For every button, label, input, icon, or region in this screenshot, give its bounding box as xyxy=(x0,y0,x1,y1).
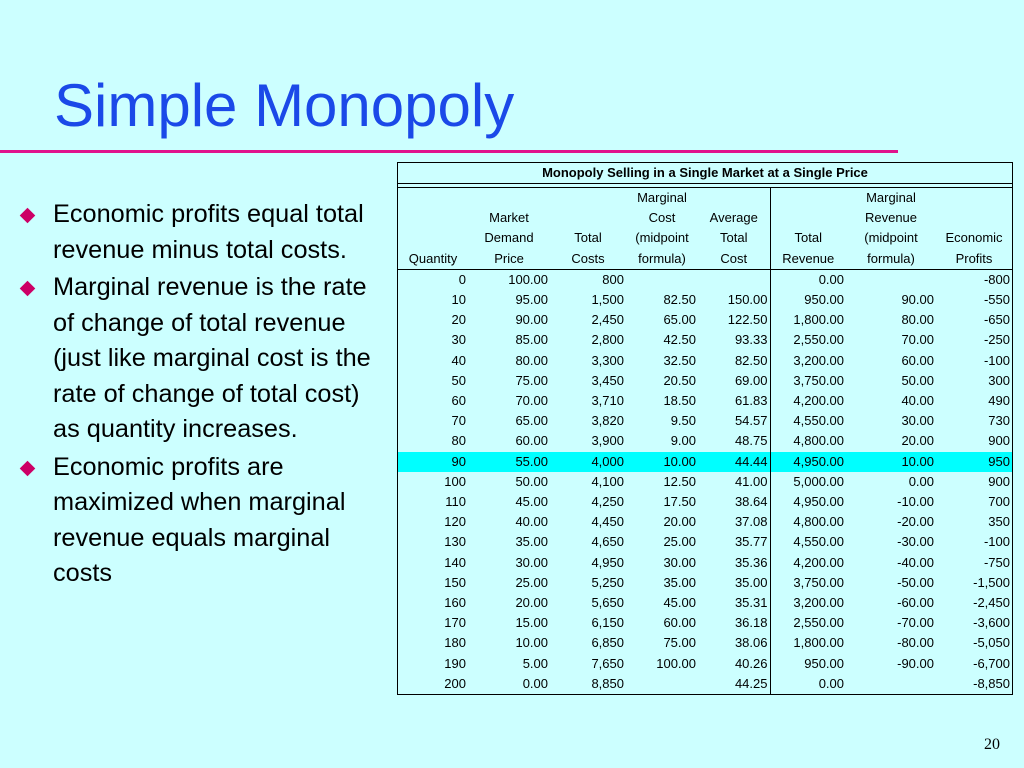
table-cell: 61.83 xyxy=(734,393,768,409)
diamond-bullet-icon xyxy=(20,281,36,297)
table-cell: 60 xyxy=(451,393,466,409)
table-cell: 45.00 xyxy=(663,595,696,611)
table-cell: 80.00 xyxy=(901,312,934,328)
table-cell: -100 xyxy=(983,534,1010,550)
table-cell: 4,250 xyxy=(591,494,624,510)
table-cell: 18.50 xyxy=(663,393,696,409)
table-cell: 100 xyxy=(444,473,466,489)
table-cell: 0.00 xyxy=(770,269,846,290)
column-header-cell: Price xyxy=(468,249,550,270)
column-header-cell xyxy=(770,188,846,208)
table-cell: 30.00 xyxy=(663,554,696,570)
table-cell: 1,800.00 xyxy=(770,633,846,653)
table-row xyxy=(398,512,1012,532)
table-row xyxy=(398,674,1012,694)
table-cell xyxy=(846,674,936,694)
table-cell: 50.00 xyxy=(515,473,548,489)
table-cell: 110 xyxy=(445,494,466,510)
table-cell: 950.00 xyxy=(770,290,846,310)
column-header-cell: Quantity xyxy=(398,249,468,270)
table-body xyxy=(398,269,1012,694)
table-row xyxy=(398,613,1012,633)
table-cell: 3,200.00 xyxy=(770,351,846,371)
table-cell: 70.00 xyxy=(901,332,934,348)
table-cell: 140 xyxy=(444,554,466,570)
table-cell: 1,800.00 xyxy=(770,310,846,330)
table-cell: 65.00 xyxy=(663,312,696,328)
table-cell: -550 xyxy=(983,292,1010,308)
table-cell: 3,820 xyxy=(591,413,624,429)
table-cell: 35.36 xyxy=(734,554,768,570)
table-cell: -3,600 xyxy=(973,615,1010,631)
table-row xyxy=(398,654,1012,674)
bullet-item xyxy=(18,270,393,448)
table-cell: 100.00 xyxy=(656,655,696,671)
table-cell: 44.44 xyxy=(698,452,770,472)
table-cell: 0.00 xyxy=(522,675,548,691)
column-header-cell: Costs xyxy=(550,249,626,270)
column-header-cell xyxy=(468,188,550,208)
table-cell: -80.00 xyxy=(897,635,934,651)
table-cell: 60.00 xyxy=(901,352,934,368)
table-cell: -40.00 xyxy=(897,554,934,570)
table-cell: 93.33 xyxy=(734,332,768,348)
table-cell: 41.00 xyxy=(734,473,768,489)
table-cell: 490 xyxy=(988,393,1010,409)
table-cell: 38.64 xyxy=(734,494,768,510)
table-cell: 2,550.00 xyxy=(770,330,846,350)
table-cell: 4,200.00 xyxy=(770,553,846,573)
table-cell: 95.00 xyxy=(515,292,548,308)
table-cell: -70.00 xyxy=(897,615,934,631)
column-header-cell xyxy=(698,188,770,208)
table-row xyxy=(398,431,1012,451)
column-header-cell: Total xyxy=(770,228,846,248)
column-header-cell: Revenue xyxy=(864,210,918,226)
table-cell: 7,650 xyxy=(591,655,624,671)
table-row xyxy=(398,452,1012,472)
column-header-cell: Revenue xyxy=(770,249,846,270)
table-cell: -2,450 xyxy=(973,595,1010,611)
table-cell: 30.00 xyxy=(515,554,548,570)
table-cell: 122.50 xyxy=(727,312,768,328)
bullet-text: Economic profits are maximized when marginal revenue equals marginal costs xyxy=(53,452,346,587)
table-cell: 10.00 xyxy=(846,452,936,472)
column-header-cell xyxy=(550,188,626,208)
table-cell: 4,800.00 xyxy=(770,431,846,451)
table-cell: 3,200.00 xyxy=(770,593,846,613)
diamond-bullet-icon xyxy=(20,460,36,476)
table-cell: 10.00 xyxy=(515,635,548,651)
column-header-cell xyxy=(936,208,1012,228)
table-cell: 42.50 xyxy=(663,332,696,348)
table-cell: 150.00 xyxy=(727,292,768,308)
table-cell: 9.00 xyxy=(670,433,696,449)
column-header-cell: Average xyxy=(709,210,758,226)
table-cell: 4,550.00 xyxy=(770,411,846,431)
table-cell: -250 xyxy=(983,332,1010,348)
table-cell: 20.00 xyxy=(663,514,696,530)
bullet-list xyxy=(18,197,393,594)
table-cell xyxy=(846,269,936,290)
table-cell: 5,000.00 xyxy=(770,472,846,492)
data-table xyxy=(398,188,1012,694)
bullet-item xyxy=(18,450,393,592)
table-cell: 170 xyxy=(444,615,466,631)
table-row xyxy=(398,633,1012,653)
bullet-text: Marginal revenue is the rate of change of total revenue (just like marginal cost is the rate of change of total cost) as quantity increases. xyxy=(53,273,371,443)
column-header-cell: Total xyxy=(720,230,748,246)
table-cell: 700 xyxy=(988,494,1010,510)
table-cell: 2,800 xyxy=(591,332,624,348)
table-cell: 75.00 xyxy=(663,635,696,651)
table-cell: 90.00 xyxy=(901,292,934,308)
table-cell: 90.00 xyxy=(515,312,548,328)
column-header-cell xyxy=(398,228,468,248)
table-cell: 4,550.00 xyxy=(770,532,846,552)
table-row xyxy=(398,269,1012,290)
table-cell: 50 xyxy=(451,372,466,388)
table-cell: 730 xyxy=(988,413,1010,429)
table-cell: 82.50 xyxy=(734,352,768,368)
table-cell: 0 xyxy=(458,271,466,287)
table-cell xyxy=(698,269,770,290)
table-cell: 70.00 xyxy=(515,393,548,409)
table-cell: 10 xyxy=(451,292,466,308)
table-cell: -50.00 xyxy=(897,574,934,590)
table-cell: 6,850 xyxy=(591,635,624,651)
table-cell: 20.00 xyxy=(515,595,548,611)
table-cell: 30.00 xyxy=(901,413,934,429)
table-row xyxy=(398,553,1012,573)
table-cell: 4,000 xyxy=(550,452,626,472)
table-cell: 160 xyxy=(444,595,466,611)
table-cell: 44.25 xyxy=(734,675,768,691)
table-cell: 60.00 xyxy=(515,433,548,449)
column-header-cell: Economic xyxy=(945,230,1003,246)
table-cell: 8,850 xyxy=(591,675,624,691)
table-cell: -100 xyxy=(983,352,1010,368)
table-cell: -8,850 xyxy=(973,675,1010,691)
column-header-cell: (midpoint xyxy=(864,230,918,246)
column-header-cell xyxy=(770,208,846,228)
table-row xyxy=(398,310,1012,330)
table-cell: 30 xyxy=(451,332,466,348)
title-divider xyxy=(0,150,898,153)
table-row xyxy=(398,573,1012,593)
table-cell: 3,300 xyxy=(591,352,624,368)
table-cell: 2,550.00 xyxy=(770,613,846,633)
table-cell: 190 xyxy=(444,655,466,671)
bullet-item xyxy=(18,197,393,268)
table-cell: 65.00 xyxy=(515,413,548,429)
table-cell: 9.50 xyxy=(670,413,696,429)
table-cell: 69.00 xyxy=(734,372,768,388)
table-row xyxy=(398,391,1012,411)
column-header-cell xyxy=(550,208,626,228)
header-row xyxy=(398,208,1012,228)
table-cell: 3,710 xyxy=(591,393,624,409)
table-row xyxy=(398,472,1012,492)
table-row xyxy=(398,593,1012,613)
column-header-cell: Market xyxy=(489,210,529,226)
table-cell: 950.00 xyxy=(770,654,846,674)
table-cell: 35.00 xyxy=(734,574,768,590)
header-row xyxy=(398,228,1012,248)
column-header-cell: Total xyxy=(574,230,602,246)
table-cell: 130 xyxy=(444,534,466,550)
table-cell: 25.00 xyxy=(515,574,548,590)
table-cell: 350 xyxy=(988,514,1010,530)
table-row xyxy=(398,492,1012,512)
table-cell: -60.00 xyxy=(897,595,934,611)
table-row xyxy=(398,532,1012,552)
table-cell: 40.26 xyxy=(734,655,768,671)
table-cell: 35.00 xyxy=(515,534,548,550)
table-cell: 35.31 xyxy=(734,595,768,611)
table-cell: 100.00 xyxy=(508,271,548,287)
table-cell: 4,950.00 xyxy=(770,452,846,472)
table-cell: 20.50 xyxy=(663,372,696,388)
table-cell: 5,250 xyxy=(591,574,624,590)
diamond-bullet-icon xyxy=(20,208,36,224)
table-cell: 120 xyxy=(444,514,466,530)
table-row xyxy=(398,411,1012,431)
table-cell: 10.00 xyxy=(626,452,698,472)
table-cell: 45.00 xyxy=(515,494,548,510)
table-cell: 200 xyxy=(444,675,466,691)
table-cell: 800 xyxy=(602,271,624,287)
table-cell: 38.06 xyxy=(734,635,768,651)
table-cell: 4,450 xyxy=(591,514,624,530)
table-cell: 6,150 xyxy=(591,615,624,631)
table-cell: 37.08 xyxy=(734,514,768,530)
table-cell: 4,100 xyxy=(591,473,624,489)
table-cell: 300 xyxy=(988,372,1010,388)
table-cell: 3,900 xyxy=(591,433,624,449)
table-cell: -650 xyxy=(983,312,1010,328)
column-header-cell: Cost xyxy=(648,210,676,226)
table-cell: 17.50 xyxy=(663,494,696,510)
table-cell: -6,700 xyxy=(973,655,1010,671)
table-cell: 35.00 xyxy=(663,574,696,590)
table-cell: 3,750.00 xyxy=(770,573,846,593)
table-cell: -1,500 xyxy=(973,574,1010,590)
column-header-cell: Profits xyxy=(936,249,1012,270)
table-cell: 55.00 xyxy=(468,452,550,472)
table-cell: 60.00 xyxy=(663,615,696,631)
column-header-cell xyxy=(398,208,468,228)
table-cell: 54.57 xyxy=(734,413,768,429)
table-cell: -90.00 xyxy=(897,655,934,671)
table-cell: 80.00 xyxy=(515,352,548,368)
column-header-cell: (midpoint xyxy=(635,230,689,246)
table-cell xyxy=(626,674,698,694)
table-cell: 4,650 xyxy=(591,534,624,550)
table-cell: 4,200.00 xyxy=(770,391,846,411)
bullet-text: Economic profits equal total revenue minus total costs. xyxy=(53,200,364,264)
table-cell: 4,950.00 xyxy=(770,492,846,512)
table-cell: 50.00 xyxy=(901,372,934,388)
table-cell: -800 xyxy=(983,271,1010,287)
table-cell: 150 xyxy=(444,574,466,590)
header-row xyxy=(398,188,1012,208)
table-cell: 40.00 xyxy=(901,393,934,409)
table-cell: 0.00 xyxy=(770,674,846,694)
table-cell: 25.00 xyxy=(663,534,696,550)
table-cell: 5.00 xyxy=(522,655,548,671)
table-row xyxy=(398,290,1012,310)
table-cell: 12.50 xyxy=(663,473,696,489)
table-cell: -750 xyxy=(983,554,1010,570)
table-cell: 90 xyxy=(398,452,468,472)
header-row xyxy=(398,249,1012,270)
table-cell: 3,450 xyxy=(591,372,624,388)
table-cell: 75.00 xyxy=(515,372,548,388)
table-cell: 900 xyxy=(988,473,1010,489)
table-row xyxy=(398,330,1012,350)
table-cell: 3,750.00 xyxy=(770,371,846,391)
table-cell: 180 xyxy=(444,635,466,651)
table-cell: -5,050 xyxy=(973,635,1010,651)
monopoly-table xyxy=(397,162,1013,695)
table-cell: 40.00 xyxy=(515,514,548,530)
table-row xyxy=(398,371,1012,391)
table-cell: 80 xyxy=(451,433,466,449)
table-cell: 82.50 xyxy=(663,292,696,308)
table-header xyxy=(398,188,1012,269)
table-cell: 4,950 xyxy=(591,554,624,570)
table-cell: 15.00 xyxy=(515,615,548,631)
table-cell xyxy=(626,269,698,290)
column-header-cell xyxy=(936,188,1012,208)
slide-title: Simple Monopoly xyxy=(54,72,515,139)
table-cell: 2,450 xyxy=(591,312,624,328)
column-header-cell: Marginal xyxy=(866,190,916,205)
table-cell: 5,650 xyxy=(591,595,624,611)
column-header-cell: formula) xyxy=(626,249,698,270)
column-header-cell: formula) xyxy=(846,249,936,270)
column-header-cell: Cost xyxy=(698,249,770,270)
table-cell: -10.00 xyxy=(897,494,934,510)
table-cell: 32.50 xyxy=(663,352,696,368)
table-cell: 85.00 xyxy=(515,332,548,348)
table-cell: 36.18 xyxy=(734,615,768,631)
table-cell: 40 xyxy=(451,352,466,368)
page-number: 20 xyxy=(984,736,1000,753)
table-cell: 20 xyxy=(451,312,466,328)
table-cell: 1,500 xyxy=(591,292,624,308)
table-cell: -20.00 xyxy=(897,514,934,530)
table-caption: Monopoly Selling in a Single Market at a Single Price xyxy=(398,163,1012,184)
table-cell: 950 xyxy=(936,452,1012,472)
column-header-cell: Marginal xyxy=(637,190,687,205)
table-cell: 35.77 xyxy=(734,534,768,550)
table-cell: 20.00 xyxy=(901,433,934,449)
table-cell: 70 xyxy=(451,413,466,429)
table-cell: 900 xyxy=(988,433,1010,449)
column-header-cell xyxy=(398,188,468,208)
column-header-cell: Demand xyxy=(484,230,534,246)
table-cell: 4,800.00 xyxy=(770,512,846,532)
table-cell: -30.00 xyxy=(897,534,934,550)
table-row xyxy=(398,351,1012,371)
table-cell: 0.00 xyxy=(908,473,934,489)
table-cell: 48.75 xyxy=(734,433,768,449)
